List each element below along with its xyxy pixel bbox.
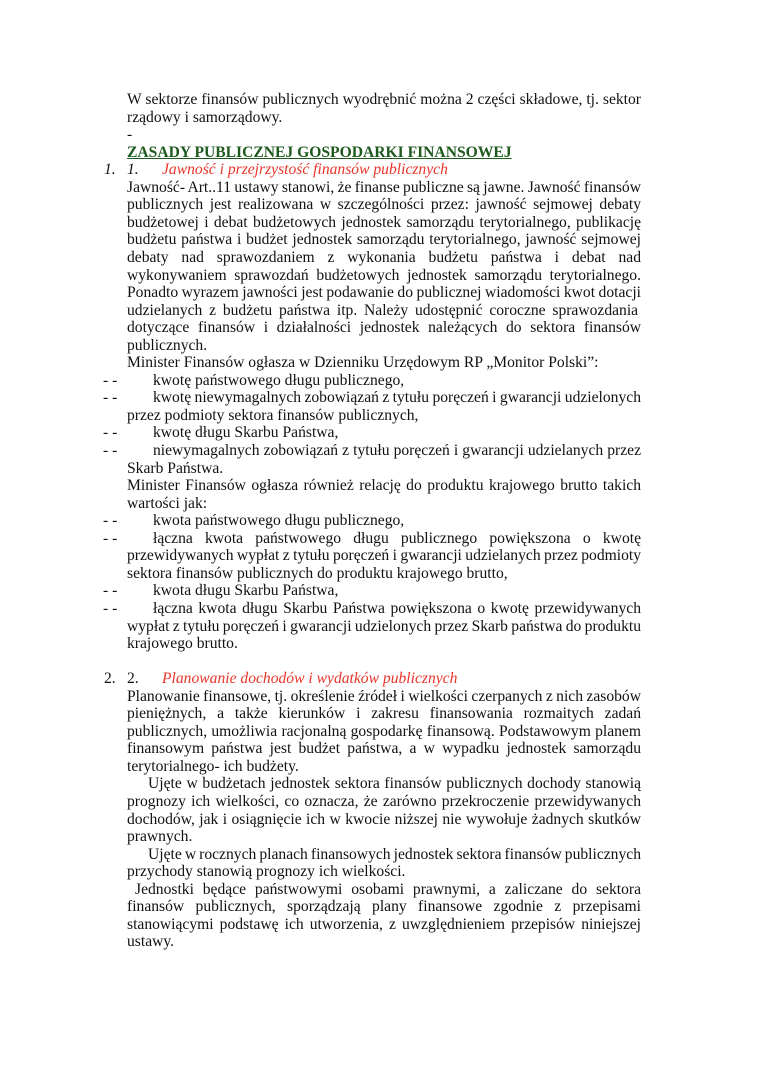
text-line: finansowym państwa jest budżet państwa, a w wypadku jednostek samorządu <box>127 740 641 758</box>
text-line: publicznych jest realizowana w szczególności przez: jawność sejmowej debaty <box>127 196 641 214</box>
text-line: Planowanie finansowe, tj. określenie źródeł i wielkości czerpanych z nich zasobów <box>127 687 641 705</box>
sublist-number: 1. <box>127 161 139 179</box>
list-bullet-marker: - - <box>103 389 118 407</box>
text-line: Minister Finansów ogłasza w Dzienniku Urzędowym RP „Monitor Polski”: <box>127 354 599 372</box>
text-line: Ponadto wyrazem jawności jest podawanie do publicznej wiadomości kwot dotacji <box>127 284 641 302</box>
text-line: wartości jak: <box>127 494 208 512</box>
list-bullet-marker: - - <box>103 529 118 547</box>
text-line: sektora finansów publicznych do produktu krajowego brutto, <box>127 564 508 582</box>
text-line: finansów publicznych, sporządzają plany finansowe zgodnie z przepisami <box>127 898 641 916</box>
text-line: - <box>127 126 133 144</box>
text-line: Minister Finansów ogłasza również relację do produktu krajowego brutto takich <box>127 477 641 495</box>
list-bullet-marker: - - <box>103 599 118 617</box>
text-line: terytorialnego- ich budżety. <box>127 757 299 775</box>
text-line: dochodów, jak i osiągnięcie ich w kwocie niższej nie wywołuje żadnych skutków <box>127 810 641 828</box>
text-line: rządowy i samorządowy. <box>127 108 283 126</box>
list-bullet-marker: - - <box>103 424 118 442</box>
text-line: debaty nad sprawozdaniem z wykonania budżetu państwa i debat nad <box>127 248 641 266</box>
list-item-text: kwota państwowego długu publicznego, <box>153 512 405 530</box>
text-line: Ujęte w rocznych planach finansowych jednostek sektora finansów publicznych <box>148 845 641 863</box>
text-line: Skarb Państwa. <box>127 459 224 477</box>
text-line: krajowego brutto. <box>127 635 238 653</box>
list-bullet-marker: - - <box>103 512 118 530</box>
subsection-title: Jawność i przejrzystość finansów publicznych <box>162 161 448 179</box>
text-line: budżetowej i debat budżetowych jednostek samorządu terytorialnego, publikację <box>127 213 641 231</box>
list-item-text: kwotę niewymagalnych zobowiązań z tytułu poręczeń i gwarancji udzielonych <box>153 389 641 407</box>
text-line: Jednostki będące państwowymi osobami prawnymi, a zaliczane do sektora <box>135 880 641 898</box>
text-line: W sektorze finansów publicznych wyodrębnić można 2 części składowe, tj. sektor <box>127 91 641 108</box>
text-line: przychody stanowią prognozy ich wielkości. <box>127 863 406 881</box>
text-line: udzielanych z budżetu państwa itp. Należy udostępnić coroczne sprawozdania <box>127 301 639 319</box>
list-number: 2. <box>104 670 116 688</box>
list-item-text: łączna kwota państwowego długu publicznego powiększona o kwotę <box>153 529 641 547</box>
text-line: przez podmioty sektora finansów publicznych, <box>127 406 419 424</box>
text-line: przewidywanych wypłat z tytułu poręczeń i gwarancji udzielanych przez podmioty <box>127 547 641 565</box>
list-item-text: niewymagalnych zobowiązań z tytułu poręczeń i gwarancji udzielanych przez <box>153 442 641 459</box>
text-line: publicznych. <box>127 336 208 354</box>
list-bullet-marker: - - <box>103 582 118 600</box>
text-line: stanowiącymi podstawę ich utworzenia, z uwzględnieniem przepisów niniejszej <box>127 915 641 933</box>
text-line: wypłat z tytułu poręczeń i gwarancji udzielonych przez Skarb państwa do produktu <box>127 617 641 635</box>
text-line: dotyczące finansów i działalności jednostek należących do sektora finansów <box>127 319 641 337</box>
sublist-number: 2. <box>127 670 139 688</box>
list-number: 1. <box>104 161 116 179</box>
list-item-text: kwotę długu Skarbu Państwa, <box>153 424 339 442</box>
section-heading: ZASADY PUBLICZNEJ GOSPODARKI FINANSOWEJ <box>127 143 512 161</box>
text-line: budżetu państwa i budżet jednostek samorządu terytorialnego, jawność sejmowej <box>127 231 641 249</box>
text-line: prawnych. <box>127 828 193 846</box>
subsection-title: Planowanie dochodów i wydatków publicznych <box>162 670 458 688</box>
text-line: ustawy. <box>127 933 175 951</box>
list-item-text: łączna kwota długu Skarbu Państwa powiększona o kwotę przewidywanych <box>153 599 641 617</box>
text-line: pieniężnych, a także kierunków i zakresu finansowania rozmaitych zadań <box>127 705 641 723</box>
text-line: publicznych, umożliwia racjonalną gospodarkę finansową. Podstawowym planem <box>127 722 641 740</box>
text-line: wykonywaniem sprawozdań budżetowych jednostek samorządu terytorialnego. <box>127 266 641 284</box>
list-item-text: kwotę państwowego długu publicznego, <box>153 371 405 389</box>
list-bullet-marker: - - <box>103 442 118 459</box>
list-bullet-marker: - - <box>103 371 118 389</box>
text-line: Jawność- Art..11 ustawy stanowi, że finanse publiczne są jawne. Jawność finansów <box>127 178 641 196</box>
text-line: prognozy ich wielkości, co oznacza, że zarówno przekroczenie przewidywanych <box>127 793 641 810</box>
text-line: Ujęte w budżetach jednostek sektora finansów publicznych dochody stanowią <box>148 775 641 793</box>
list-item-text: kwota długu Skarbu Państwa, <box>153 582 339 600</box>
